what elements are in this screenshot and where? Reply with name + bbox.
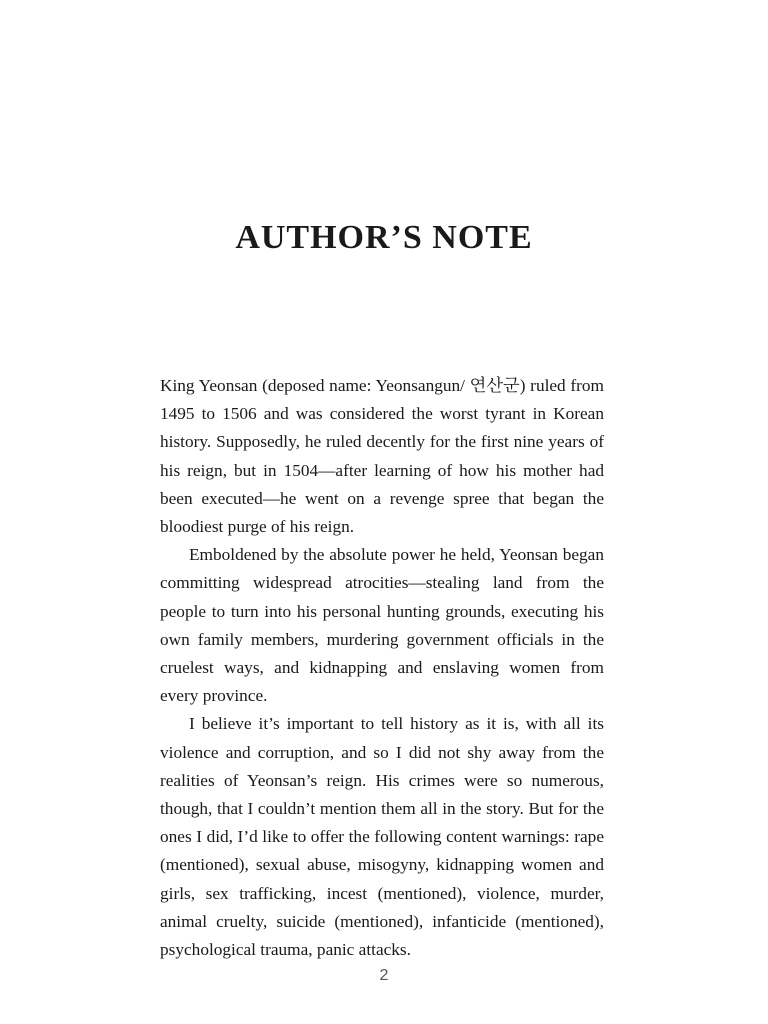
paragraph-2: Emboldened by the absolute power he held, Yeonsan began committing widespread atrocities—stealing land from the people to turn into his personal hunting grounds, executing his own family members, murdering government officials in the cruelest ways, and kidnapping and enslaving women from every province. — [160, 545, 604, 706]
page-title: AUTHOR’S NOTE — [235, 219, 533, 256]
paragraph-1: King Yeonsan (deposed name: Yeonsangun/ 연산군) ruled from 1495 to 1506 and was considered the worst tyrant in Korean history. Supposedly, he ruled decently for the first nine years of his reign, but in 1504—after learning of how his mother had been executed—he went on a revenge spree that began the bloodiest purge of his reign. — [160, 376, 604, 537]
paragraph-3: I believe it’s important to tell history as it is, with all its violence and corruption, and so I did not shy away from the realities of Yeonsan’s reign. His crimes were so numerous, though, that I couldn’t mention them all in the story. But for the ones I did, I’d like to offer the following content warnings: rape (mentioned), sexual abuse, misogyny, kidnapping women and girls, sex trafficking, incest (mentioned), violence, murder, animal cruelty, suicide (mentioned), infanticide (mentioned), psychological trauma, panic attacks. — [160, 714, 604, 960]
body-text — [160, 372, 604, 964]
page-number: 2 — [379, 967, 389, 984]
